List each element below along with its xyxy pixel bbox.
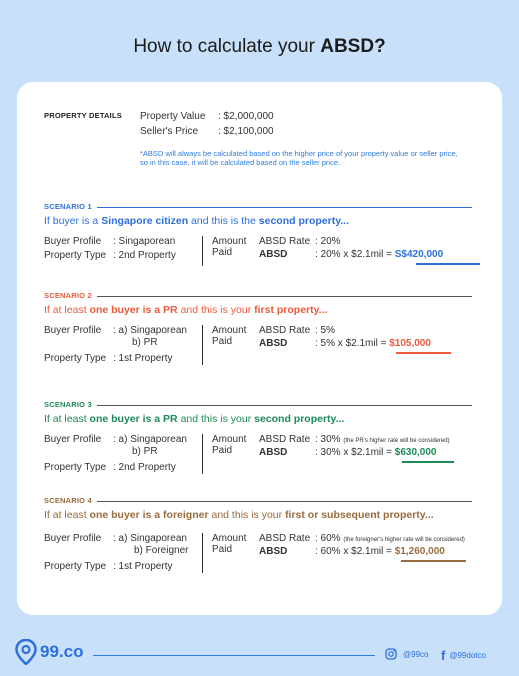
logo-text: 99.co [40,642,84,661]
scenario-3-head: SCENARIO 3 [44,400,92,409]
scenario-4-description [44,509,434,521]
desc-text: and this is the [188,215,259,227]
facebook-link[interactable] [441,648,486,663]
result-underline [396,352,451,354]
property-type-value: : 1st Property [113,561,173,572]
buyer-profile-value: : a) Singaporean [113,434,187,445]
absd-label: ABSD [259,249,288,260]
desc-text: If at least [44,304,90,316]
paid-label: Paid [212,336,233,347]
absd-rate-label: ABSD Rate [259,533,311,544]
buyer-profile-label: Buyer Profile [44,533,102,544]
property-type-label: Property Type [44,250,107,261]
desc-text: and this is your [177,413,255,425]
absd-rate-label: ABSD Rate [259,434,311,445]
property-type-label: Property Type [44,462,107,473]
amount-label: Amount [212,533,247,544]
buyer-profile-value-2: b) Foreigner [134,545,189,556]
scenario-1-description [44,215,349,227]
absd-calc [315,546,445,557]
paid-label: Paid [212,445,233,456]
scenario-3-description [44,413,344,425]
rate-value: : 5% [315,325,336,336]
scenario-4-head: SCENARIO 4 [44,496,92,505]
calc-text: : 60% x $2.1mil = [315,546,395,557]
scenario-4-rule [97,501,472,502]
desc-bold: first property... [254,304,328,316]
property-details-label: PROPERTY DETAILS [44,111,122,120]
absd-label: ABSD [259,546,288,557]
property-type-label: Property Type [44,353,107,364]
instagram-link[interactable] [385,648,428,660]
desc-bold: first or subsequent property... [285,509,434,521]
amount-label: Amount [212,325,247,336]
rate-value: : 60% [315,533,341,544]
desc-bold: one buyer is a PR [89,304,178,316]
desc-text: If buyer is a [44,215,102,227]
divider [202,434,203,474]
calc-text: : 5% x $2.1mil = [315,338,390,349]
absd-calc [315,447,436,458]
absd-result: $630,000 [394,447,437,458]
desc-bold: one buyer is a foreigner [89,509,209,521]
rate-note: (the foreigner's higher rate will be considered) [343,537,465,543]
absd-calc [315,249,443,260]
absd-note: *ABSD will always be calculated based on the higher price of your property value or seller price, so in this case, it will be calculated based on the seller price. [140,149,458,167]
scenario-1-rule [97,207,472,208]
scenario-2-head: SCENARIO 2 [44,291,92,300]
result-underline [401,560,466,562]
page-title [0,36,519,58]
absd-result: $1,260,000 [394,546,445,557]
desc-text: If at least [44,509,90,521]
absd-rate-value [315,434,450,445]
footer-logo[interactable] [15,639,83,665]
desc-bold: Singapore citizen [101,215,189,227]
buyer-profile-value: : a) Singaporean [113,533,187,544]
desc-bold: second property... [254,413,345,425]
scenario-2-rule [97,296,472,297]
absd-rate-value [315,236,341,247]
divider [202,236,203,266]
property-value-key: Property Value [140,111,206,122]
property-type-label: Property Type [44,561,107,572]
divider [202,325,203,365]
buyer-profile-value-2: b) PR [132,337,158,348]
calc-text: : 20% x $2.1mil = [315,249,395,260]
property-type-value: : 2nd Property [113,250,176,261]
buyer-profile-value: : Singaporean [113,236,176,247]
title-text: How to calculate your [133,36,321,57]
location-pin-icon [15,639,37,665]
scenario-3-rule [97,405,472,406]
buyer-profile-label: Buyer Profile [44,325,102,336]
property-value-row [140,111,274,122]
amount-label: Amount [212,236,247,247]
result-underline [402,461,454,463]
scenario-1-head: SCENARIO 1 [44,202,92,211]
calc-text: : 30% x $2.1mil = [315,447,395,458]
amount-label: Amount [212,434,247,445]
absd-rate-label: ABSD Rate [259,325,311,336]
title-bold: ABSD? [320,36,386,57]
scenario-2-description [44,304,327,316]
facebook-icon: f [441,648,446,663]
footer-divider [93,655,375,656]
desc-bold: second property... [258,215,350,227]
rate-value: : 20% [315,236,341,247]
instagram-handle: @99co [403,649,429,659]
absd-rate-label: ABSD Rate [259,236,311,247]
property-value: : $2,000,000 [218,111,274,122]
buyer-profile-value-2: b) PR [132,446,158,457]
rate-note: (the PR's higher rate will be considered) [343,438,450,444]
absd-result: $105,000 [389,338,431,349]
content-card [17,82,502,615]
seller-price-row [140,126,274,137]
desc-text: and this is your [208,509,286,521]
buyer-profile-label: Buyer Profile [44,236,102,247]
seller-price: : $2,100,000 [218,126,274,137]
property-type-value: : 2nd Property [113,462,176,473]
property-type-value: : 1st Property [113,353,173,364]
paid-label: Paid [212,247,233,258]
result-underline [416,263,480,265]
seller-price-key: Seller's Price [140,126,199,137]
paid-label: Paid [212,544,233,555]
absd-label: ABSD [259,338,288,349]
instagram-icon [385,648,397,660]
facebook-handle: @99dotco [449,651,486,660]
absd-calc [315,338,431,349]
desc-text: If at least [44,413,90,425]
buyer-profile-label: Buyer Profile [44,434,102,445]
absd-rate-value [315,325,335,336]
buyer-profile-value: : a) Singaporean [113,325,187,336]
rate-value: : 30% [315,434,341,445]
absd-label: ABSD [259,447,288,458]
divider [202,533,203,573]
absd-rate-value [315,533,465,544]
absd-result: S$420,000 [394,249,444,260]
desc-text: and this is your [177,304,255,316]
desc-bold: one buyer is a PR [89,413,178,425]
